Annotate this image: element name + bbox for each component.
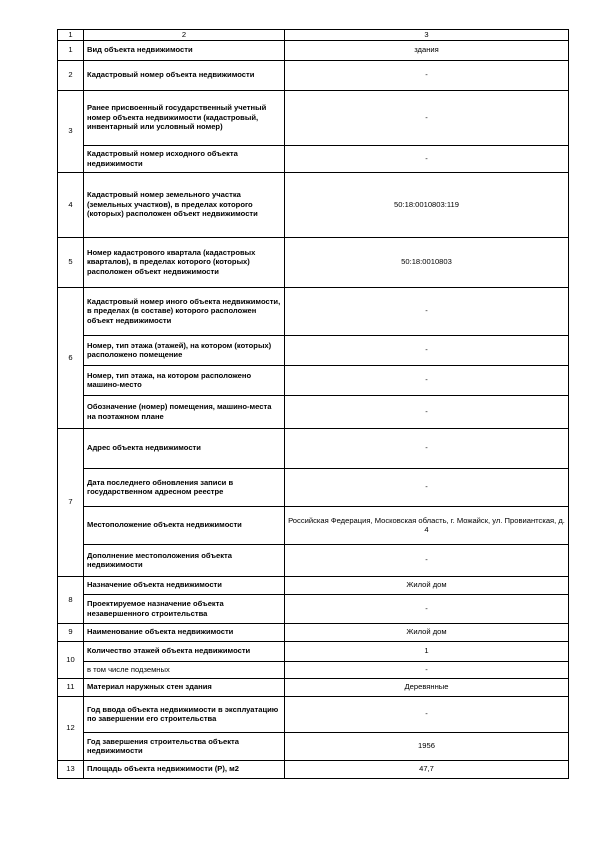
row-number: 9	[58, 623, 84, 641]
row-number: 8	[58, 576, 84, 623]
table-row	[58, 678, 569, 696]
header-col-1: 1	[58, 30, 84, 41]
row-value: -	[285, 365, 569, 395]
row-value: Жилой дом	[285, 576, 569, 594]
header-col-2: 2	[84, 30, 285, 41]
row-number: 10	[58, 641, 84, 678]
row-label: Год завершения строительства объекта недвижимости	[84, 732, 285, 760]
row-label: Материал наружных стен здания	[84, 678, 285, 696]
row-value: 1956	[285, 732, 569, 760]
table-row	[58, 760, 569, 778]
row-label: Наименование объекта недвижимости	[84, 623, 285, 641]
table-row	[58, 60, 569, 90]
row-number: 2	[58, 60, 84, 90]
row-value: -	[285, 395, 569, 428]
table-row	[58, 696, 569, 732]
row-value: Жилой дом	[285, 623, 569, 641]
table-row	[58, 287, 569, 335]
row-label: в том числе подземных	[84, 661, 285, 678]
row-label: Номер, тип этажа (этажей), на котором (которых) расположено помещение	[84, 335, 285, 365]
row-number: 4	[58, 172, 84, 237]
row-number: 11	[58, 678, 84, 696]
row-value: здания	[285, 40, 569, 60]
header-col-3: 3	[285, 30, 569, 41]
row-value: Деревянные	[285, 678, 569, 696]
table-row	[58, 428, 569, 468]
row-number: 12	[58, 696, 84, 760]
row-label: Кадастровый номер земельного участка (земельных участков), в пределах которого (которых) расположен объект недвижимости	[84, 172, 285, 237]
row-value: 1	[285, 641, 569, 661]
row-label: Вид объекта недвижимости	[84, 40, 285, 60]
row-label: Дата последнего обновления записи в государственном адресном реестре	[84, 468, 285, 506]
row-value: -	[285, 544, 569, 576]
table-row	[58, 172, 569, 237]
row-value: -	[285, 428, 569, 468]
table-row	[58, 623, 569, 641]
row-value: -	[285, 335, 569, 365]
row-label: Назначение объекта недвижимости	[84, 576, 285, 594]
row-label: Год ввода объекта недвижимости в эксплуатацию по завершении его строительства	[84, 696, 285, 732]
table-row	[58, 641, 569, 661]
row-number: 3	[58, 90, 84, 172]
row-value: 50:18:0010803:119	[285, 172, 569, 237]
row-value: -	[285, 60, 569, 90]
property-info-table	[57, 29, 569, 779]
table-row	[58, 468, 569, 506]
table-row	[58, 661, 569, 678]
table-row	[58, 237, 569, 287]
row-label: Площадь объекта недвижимости (P), м2	[84, 760, 285, 778]
row-value: -	[285, 468, 569, 506]
row-label: Номер, тип этажа, на котором расположено машино-место	[84, 365, 285, 395]
table-row	[58, 365, 569, 395]
row-value: -	[285, 594, 569, 623]
table-row	[58, 335, 569, 365]
row-value: -	[285, 145, 569, 172]
table-row	[58, 732, 569, 760]
row-value: -	[285, 696, 569, 732]
table-row	[58, 544, 569, 576]
header-row	[58, 30, 569, 41]
table-row	[58, 506, 569, 544]
row-number: 7	[58, 428, 84, 576]
row-label: Дополнение местоположения объекта недвижимости	[84, 544, 285, 576]
row-value: -	[285, 661, 569, 678]
row-label: Номер кадастрового квартала (кадастровых кварталов), в пределах которого (которых) расположен объект недвижимости	[84, 237, 285, 287]
row-label: Адрес объекта недвижимости	[84, 428, 285, 468]
row-label: Проектируемое назначение объекта незавершенного строительства	[84, 594, 285, 623]
row-value: -	[285, 287, 569, 335]
table-row	[58, 40, 569, 60]
row-label: Местоположение объекта недвижимости	[84, 506, 285, 544]
table-row	[58, 395, 569, 428]
row-value: Российская Федерация, Московская область, г. Можайск, ул. Провиантская, д. 4	[285, 506, 569, 544]
row-label: Количество этажей объекта недвижимости	[84, 641, 285, 661]
table-row	[58, 594, 569, 623]
row-value: 47,7	[285, 760, 569, 778]
row-label: Кадастровый номер иного объекта недвижимости, в пределах (в составе) которого расположен объект недвижимости	[84, 287, 285, 335]
row-label: Обозначение (номер) помещения, машино-места на поэтажном плане	[84, 395, 285, 428]
row-number: 13	[58, 760, 84, 778]
row-number: 5	[58, 237, 84, 287]
table-row	[58, 576, 569, 594]
table-row	[58, 145, 569, 172]
row-label: Ранее присвоенный государственный учетный номер объекта недвижимости (кадастровый, инвентарный или условный номер)	[84, 90, 285, 145]
row-value: 50:18:0010803	[285, 237, 569, 287]
row-label: Кадастровый номер объекта недвижимости	[84, 60, 285, 90]
row-value: -	[285, 90, 569, 145]
row-number: 1	[58, 40, 84, 60]
row-label: Кадастровый номер исходного объекта недвижимости	[84, 145, 285, 172]
row-number: 6	[58, 287, 84, 428]
table-row	[58, 90, 569, 145]
